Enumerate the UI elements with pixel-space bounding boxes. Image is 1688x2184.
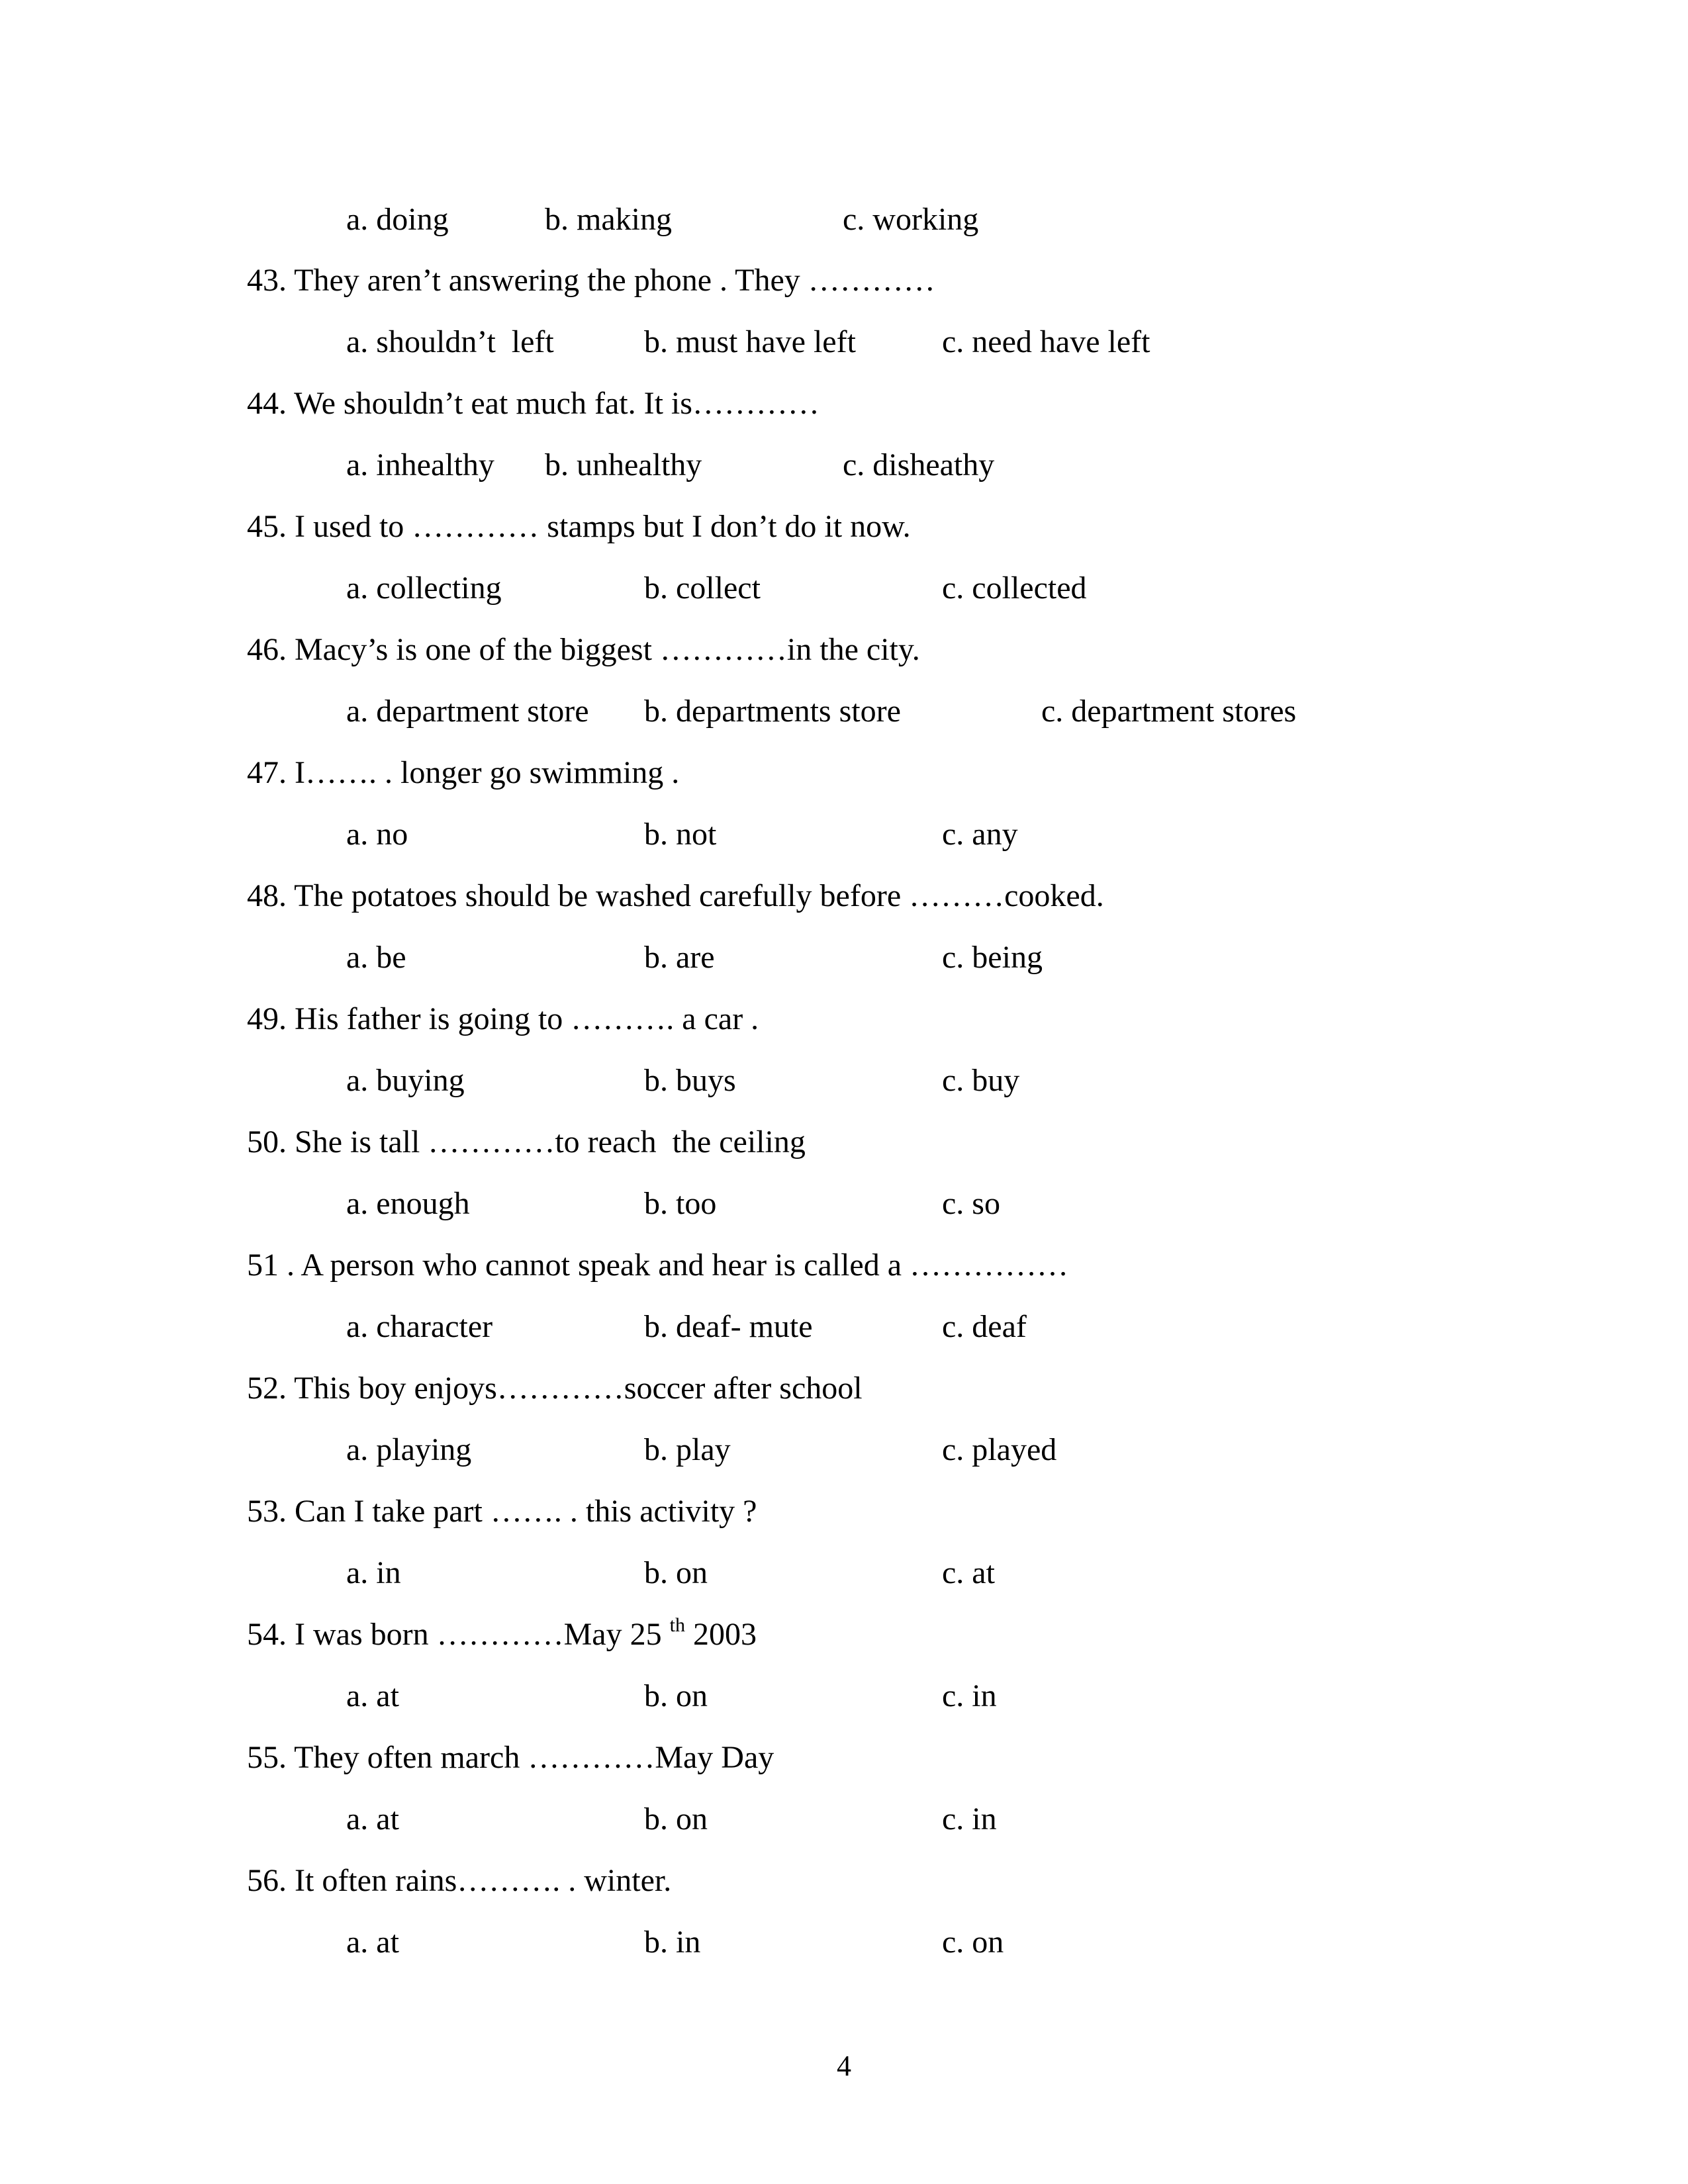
option-a: a. no <box>346 817 408 852</box>
option-a: a. at <box>346 1678 399 1713</box>
option-c: c. in <box>942 1678 997 1713</box>
option-a: a. playing <box>346 1432 472 1467</box>
question-44: 44. We shouldn’t eat much fat. It is………… <box>247 386 820 421</box>
option-c: c. at <box>942 1555 995 1590</box>
question-53: 53. Can I take part ……. . this activity ? <box>247 1494 757 1529</box>
option-c: c. disheathy <box>843 447 995 482</box>
question-54-year: 2003 <box>684 1617 757 1652</box>
option-a: a. inhealthy <box>346 447 494 482</box>
question-51: 51 . A person who cannot speak and hear is called a …………… <box>247 1248 1069 1283</box>
option-c: c. played <box>942 1432 1057 1467</box>
question-43: 43. They aren’t answering the phone . They ………… <box>247 263 935 298</box>
option-c: c. deaf <box>942 1309 1027 1344</box>
option-b: b. play <box>644 1432 731 1467</box>
option-a: a. at <box>346 1801 399 1837</box>
option-a: a. shouldn’t left <box>346 324 554 359</box>
option-b: b. on <box>644 1678 708 1713</box>
option-a: a. department store <box>346 694 589 729</box>
option-a: a. buying <box>346 1063 465 1098</box>
question-50: 50. She is tall …………to reach the ceiling <box>247 1124 806 1160</box>
option-c: c. department stores <box>1041 694 1297 729</box>
option-b: b. must have left <box>644 324 856 359</box>
option-c: c. being <box>942 940 1043 975</box>
question-49: 49. His father is going to ………. a car . <box>247 1001 759 1036</box>
option-c: c. working <box>843 202 979 237</box>
option-a: a. enough <box>346 1186 470 1221</box>
question-45: 45. I used to ………… stamps but I don’t do it now. <box>247 509 911 544</box>
ordinal-suffix: th <box>669 1614 685 1636</box>
option-a: a. be <box>346 940 406 975</box>
page-number: 4 <box>837 2050 851 2082</box>
option-b: b. are <box>644 940 715 975</box>
option-c: c. on <box>942 1925 1004 1960</box>
option-b: b. too <box>644 1186 717 1221</box>
option-b: b. departments store <box>644 694 901 729</box>
question-55: 55. They often march …………May Day <box>247 1740 774 1775</box>
option-c: c. any <box>942 817 1018 852</box>
question-46: 46. Macy’s is one of the biggest …………in the city. <box>247 632 920 667</box>
option-c: c. so <box>942 1186 1000 1221</box>
question-56: 56. It often rains………. . winter. <box>247 1863 672 1898</box>
question-54 <box>247 1615 757 1655</box>
option-c: c. buy <box>942 1063 1020 1098</box>
option-b: b. on <box>644 1801 708 1837</box>
option-b: b. making <box>545 202 672 237</box>
question-47: 47. I……. . longer go swimming . <box>247 755 680 790</box>
option-a: a. in <box>346 1555 401 1590</box>
option-b: b. not <box>644 817 717 852</box>
option-b: b. on <box>644 1555 708 1590</box>
option-b: b. collect <box>644 570 761 606</box>
option-b: b. deaf- mute <box>644 1309 813 1344</box>
question-48: 48. The potatoes should be washed carefully before ………cooked. <box>247 878 1104 913</box>
option-b: b. in <box>644 1925 701 1960</box>
option-a: a. at <box>346 1925 399 1960</box>
option-b: b. unhealthy <box>545 447 702 482</box>
option-a: a. character <box>346 1309 493 1344</box>
option-c: c. collected <box>942 570 1087 606</box>
question-54-text: 54. I was born …………May 25 <box>247 1617 670 1652</box>
option-a: a. doing <box>346 202 449 237</box>
option-c: c. need have left <box>942 324 1150 359</box>
question-52: 52. This boy enjoys…………soccer after school <box>247 1371 863 1406</box>
option-c: c. in <box>942 1801 997 1837</box>
option-b: b. buys <box>644 1063 736 1098</box>
option-a: a. collecting <box>346 570 502 606</box>
